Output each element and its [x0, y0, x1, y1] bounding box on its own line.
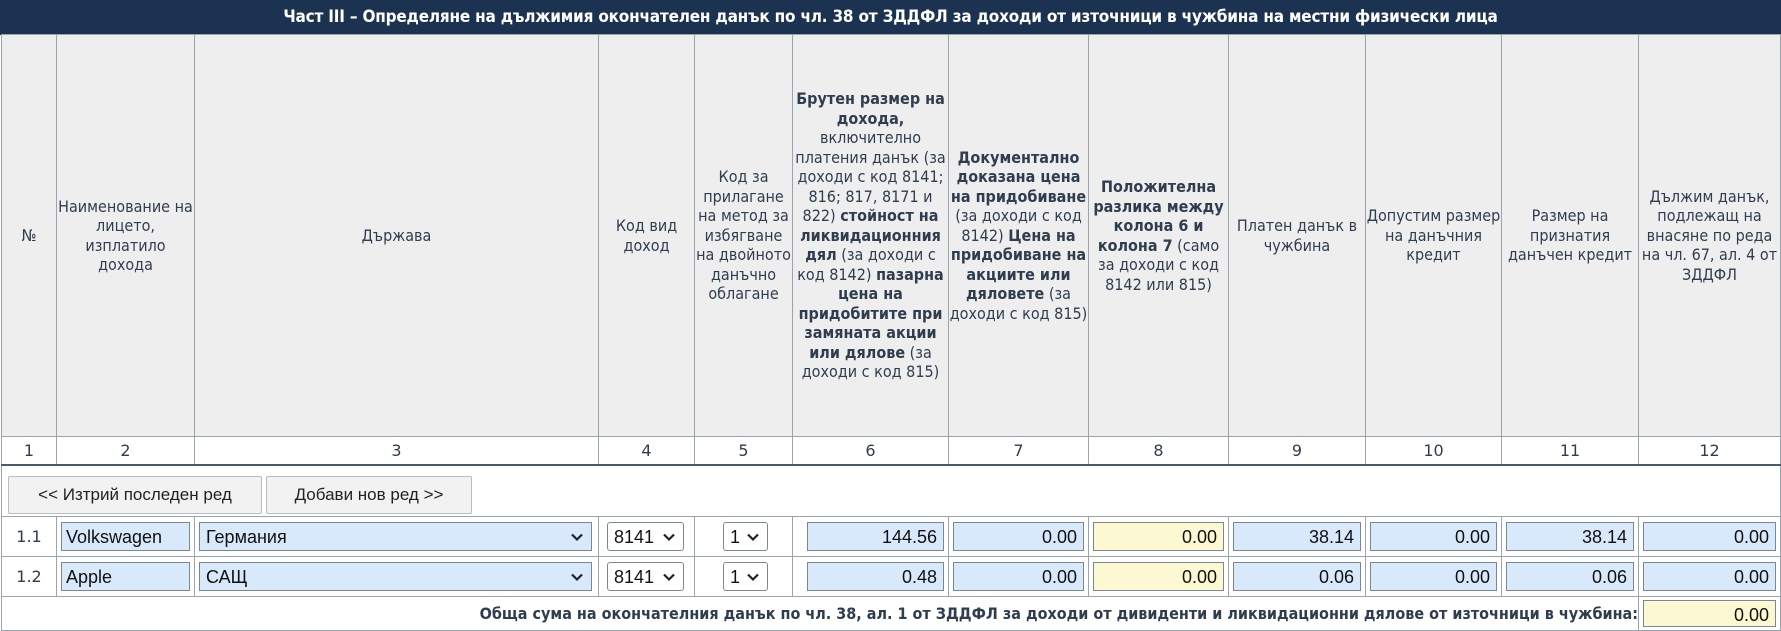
chevron-down-icon — [745, 529, 761, 545]
header-allowed-credit: Допустим размер на данъчния кредит — [1366, 35, 1502, 437]
header-payer-name: Наименование на лицето, изплатило дохода — [57, 35, 195, 437]
column-number: 8 — [1089, 437, 1229, 465]
tax-paid-input[interactable]: 38.14 — [1233, 522, 1361, 551]
tax-paid-input[interactable]: 0.06 — [1233, 562, 1361, 591]
header-number: № — [2, 35, 57, 437]
chevron-down-icon — [661, 529, 677, 545]
income-code-select[interactable]: 8141 — [607, 522, 684, 551]
total-tax-field: 0.00 — [1643, 600, 1776, 627]
column-number: 12 — [1639, 437, 1781, 465]
table-row — [2, 517, 1781, 557]
header-country: Държава — [195, 35, 599, 437]
header-acquisition-price: Документално доказана цена на придобиване (за доходи с код 8142) Цена на придобиване на акциите или дяловете (за доходи с код 815) — [949, 35, 1089, 437]
header-income-code: Код вид доход — [599, 35, 695, 437]
payer-name-input[interactable]: Volkswagen — [61, 522, 190, 551]
column-number: 10 — [1366, 437, 1502, 465]
allowed-credit-field[interactable]: 0.00 — [1370, 522, 1497, 551]
gross-income-input[interactable]: 144.56 — [807, 522, 944, 551]
column-number: 6 — [793, 437, 949, 465]
foreign-income-table — [1, 34, 1781, 631]
column-number: 1 — [2, 437, 57, 465]
acquisition-price-input[interactable]: 0.00 — [953, 522, 1084, 551]
chevron-down-icon — [569, 569, 585, 585]
chevron-down-icon — [569, 529, 585, 545]
add-new-row-button[interactable]: Добави нов ред >> — [266, 476, 472, 514]
header-method-code: Код за прилагане на метод за избягване на двойното данъчно облагане — [695, 35, 793, 437]
allowed-credit-field[interactable]: 0.00 — [1370, 562, 1497, 591]
column-number: 5 — [695, 437, 793, 465]
header-recognized-credit: Размер на признатия данъчен кредит — [1502, 35, 1639, 437]
positive-difference-field: 0.00 — [1093, 562, 1224, 591]
delete-last-row-button[interactable]: << Изтрий последен ред — [8, 476, 262, 514]
header-tax-paid-abroad: Платен данък в чужбина — [1229, 35, 1366, 437]
column-number: 9 — [1229, 437, 1366, 465]
column-number: 2 — [57, 437, 195, 465]
recognized-credit-field[interactable]: 38.14 — [1506, 522, 1634, 551]
payer-name-input[interactable]: Apple — [61, 562, 190, 591]
column-number: 7 — [949, 437, 1089, 465]
country-select[interactable]: САЩ — [199, 562, 592, 591]
column-number: 4 — [599, 437, 695, 465]
header-gross-income: Брутен размер на дохода, включително платения данък (за доходи с код 8141; 816; 817, 8171 и 822) стойност на ликвидационния дял (за доходи с код 8142) пазарна цена на придобитите при замяната акции или дялове (за доходи с код 815) — [793, 35, 949, 437]
table-row — [2, 557, 1781, 597]
tax-due-field[interactable]: 0.00 — [1643, 562, 1776, 591]
tax-due-field[interactable]: 0.00 — [1643, 522, 1776, 551]
acquisition-price-input[interactable]: 0.00 — [953, 562, 1084, 591]
method-code-select[interactable]: 1 — [723, 522, 768, 551]
chevron-down-icon — [745, 569, 761, 585]
country-select[interactable]: Германия — [199, 522, 592, 551]
row-number: 1.1 — [2, 517, 57, 557]
positive-difference-field: 0.00 — [1093, 522, 1224, 551]
column-number: 11 — [1502, 437, 1639, 465]
recognized-credit-field[interactable]: 0.06 — [1506, 562, 1634, 591]
header-tax-due: Дължим данък, подлежащ на внасяне по реда на чл. 67, ал. 4 от ЗДДФЛ — [1639, 35, 1781, 437]
chevron-down-icon — [661, 569, 677, 585]
row-number: 1.2 — [2, 557, 57, 597]
gross-income-input[interactable]: 0.48 — [807, 562, 944, 591]
section-title: Част III – Определяне на дължимия окончателен данък по чл. 38 от ЗДДФЛ за доходи от източници в чужбина на местни физически лица — [0, 0, 1781, 35]
column-number: 3 — [195, 437, 599, 465]
header-positive-difference: Положителна разлика между колона 6 и колона 7 (само за доходи с код 8142 или 815) — [1089, 35, 1229, 437]
income-code-select[interactable]: 8141 — [607, 562, 684, 591]
total-tax-label: Обща сума на окончателния данък по чл. 38, ал. 1 от ЗДДФЛ за доходи от дивиденти и ликвидационни дялове от източници в чужбина: — [2, 597, 1639, 631]
method-code-select[interactable]: 1 — [723, 562, 768, 591]
